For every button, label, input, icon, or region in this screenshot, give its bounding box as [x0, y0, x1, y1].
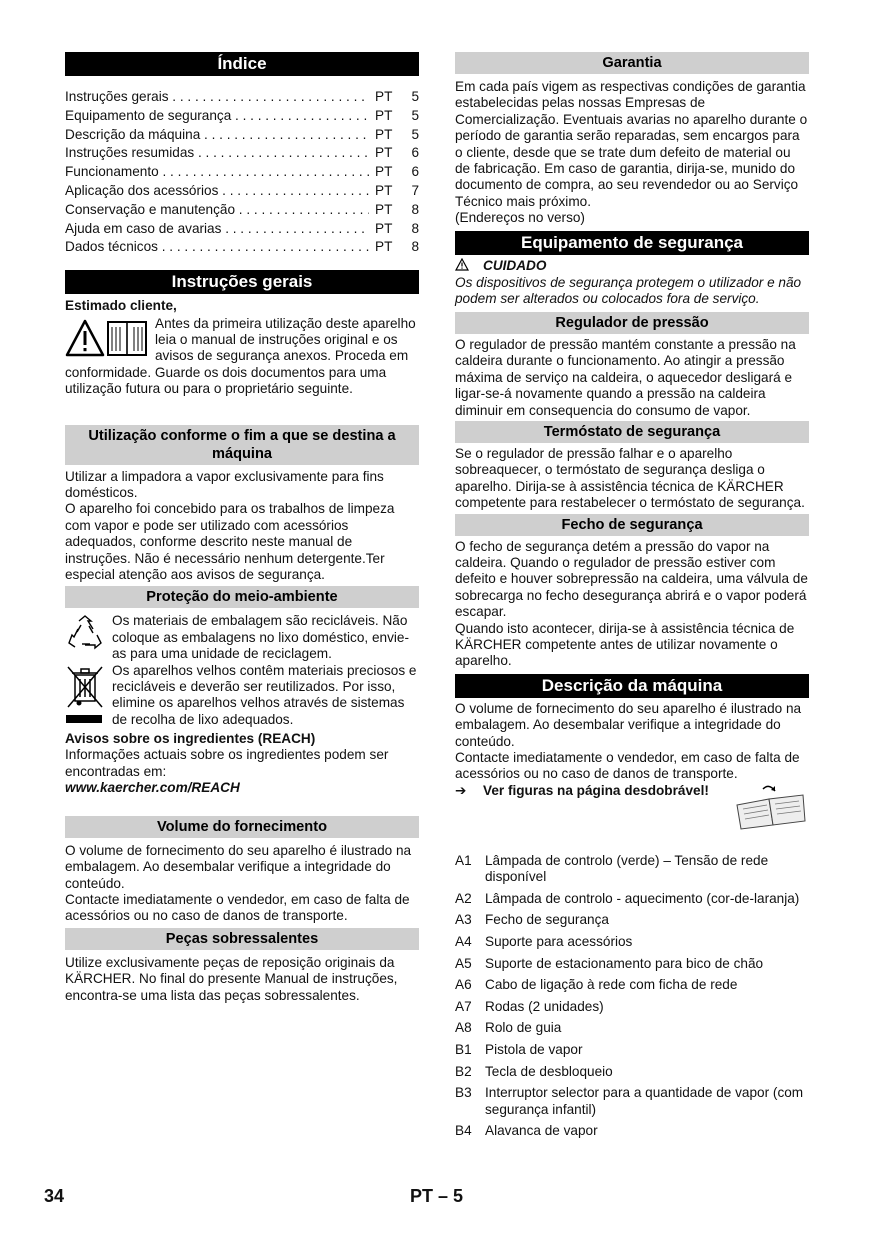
toc-entry[interactable]: Funcionamento . . . PT 6: [65, 163, 419, 182]
page-number: 34: [44, 1186, 65, 1206]
list-item: A8 Rolo de guia: [455, 1020, 562, 1036]
general-intro-block: [65, 316, 419, 398]
caution-row: [455, 258, 809, 275]
recycle-icon: [65, 613, 105, 653]
caution-icon: [455, 258, 483, 275]
thermostat-heading: Termóstato de segurança: [455, 421, 809, 443]
safety-heading: Equipamento de segurança: [455, 231, 809, 255]
toc-entry[interactable]: Dados técnicos . . . PT 8: [65, 238, 419, 257]
see-figures-text: Ver figuras na página desdobrável!: [483, 782, 709, 798]
toc-entry[interactable]: Ajuda em caso de avarias . . . PT 8: [65, 220, 419, 239]
see-figures-row: [455, 783, 809, 847]
caution-text: Os dispositivos de segurança protegem o utilizador e não podem ser alterados ou colocados fora de serviço.: [455, 275, 802, 307]
list-item: B2 Tecla de desbloqueio: [455, 1063, 613, 1079]
weee-icon-wrap: [65, 663, 112, 731]
left-column: [65, 52, 419, 1004]
weee-block: [65, 663, 419, 731]
parts-list-a: [455, 853, 809, 1037]
general-heading: Instruções gerais: [65, 270, 419, 294]
arrow-right-icon: ➔: [455, 782, 467, 798]
table-of-contents: [65, 88, 419, 257]
recycle-icon-wrap: [65, 613, 112, 662]
intended-use-heading: Utilização conforme o fim a que se destina a máquina: [65, 425, 419, 465]
toc-entry[interactable]: Aplicação dos acessórios . . . PT 7: [65, 182, 419, 201]
lock-heading: Fecho de segurança: [455, 514, 809, 536]
lock-p1: O fecho de segurança detém a pressão do vapor na caldeira. Quando o regulador de pressão estiver com defeito e houver sobrepressão na caldeira, uma válvula de sobrecarga no fecho desegurança abrirá e o vapor poderá escapar.: [455, 538, 808, 620]
regulator-heading: Regulador de pressão: [455, 312, 809, 334]
reach-heading: Avisos sobre os ingredientes (REACH): [65, 731, 316, 747]
right-column: [455, 52, 809, 1145]
reach-text: Informações actuais sobre os ingredientes podem ser encontradas em:: [65, 747, 389, 779]
warranty-address: (Endereços no verso): [455, 210, 585, 226]
environment-heading: Proteção do meio-ambiente: [65, 586, 419, 608]
recycle-block: [65, 613, 419, 662]
lock-p2: Quando isto acontecer, dirija-se à assistência técnica de KÄRCHER competente antes de utilizar novamente o aparelho.: [455, 620, 795, 669]
warranty-heading: Garantia: [455, 52, 809, 74]
list-item: B3 Interruptor selector para a quantidade de vapor (com segurança infantil): [455, 1085, 804, 1117]
toc-entry[interactable]: Descrição da máquina . . . PT 5: [65, 126, 419, 145]
list-item: A5 Suporte de estacionamento para bico de chão: [455, 955, 764, 971]
caution-label: CUIDADO: [483, 257, 547, 273]
toc-entry[interactable]: Instruções gerais . . . PT 5: [65, 88, 419, 107]
list-item: A6 Cabo de ligação à rede com ficha de rede: [455, 977, 738, 993]
list-item: A1 Lâmpada de controlo (verde) – Tensão de rede disponível: [455, 852, 769, 885]
intended-use-p2: O aparelho foi concebido para os trabalhos de limpeza com vapor e pode ser utilizado com acessórios adequados, conforme descrito neste manual de instruções. Não é necessário nenhum detergente.Ter especial atenção aos avisos de segurança.: [65, 501, 395, 583]
list-item: B1 Pistola de vapor: [455, 1041, 583, 1057]
spare-parts-heading: Peças sobressalentes: [65, 928, 419, 950]
page-code: PT – 5: [410, 1186, 464, 1206]
delivery-p2: Contacte imediatamente o vendedor, em caso de falta de acessórios ou no caso de danos de transporte.: [65, 891, 410, 924]
list-item: B4 Alavanca de vapor: [455, 1123, 598, 1139]
crossed-bin-icon: [65, 663, 105, 727]
spare-parts-text: Utilize exclusivamente peças de reposição originais da KÄRCHER. No final do presente Manual de instruções, encontra-se uma lista das peças sobressalentes.: [65, 954, 398, 1003]
delivery-heading: Volume do fornecimento: [65, 816, 419, 838]
list-item: A4 Suporte para acessórios: [455, 934, 633, 949]
general-intro-text: Antes da primeira utilização deste aparelho leia o manual de instruções original e os avisos de segurança anexos. Proceda em conformidade. Guarde os dois documentos para uma utilização futura ou para o proprietário seguinte.: [65, 315, 416, 397]
warning-manual-icon: [65, 318, 149, 358]
machine-p2: Contacte imediatamente o vendedor, em caso de falta de acessórios ou no caso de danos de transporte.: [455, 750, 800, 782]
list-item: A7 Rodas (2 unidades): [455, 998, 604, 1014]
delivery-p1: O volume de fornecimento do seu aparelho é ilustrado na embalagem. Ao desembalar verifique a integridade do conteúdo.: [65, 842, 412, 891]
warranty-text: Em cada país vigem as respectivas condições de garantia estabelecidas pelas nossas Empresas de Comercialização. Eventuais avarias no aparelho durante o período de garantia serão reparadas, sem encargos para o cliente, desde que se trate dum defeito de material ou de fabricação. Em caso de garantia, dirija-se, munido do documento de compra, ao seu revendedor ou ao Serviço Técnico mais próximo.: [455, 79, 808, 209]
weee-text: Os aparelhos velhos contêm materiais preciosos e recicláveis e deverão ser reutilizados. Por isso, elimine os aparelhos velhos através de sistemas de recolha de lixo adequados.: [112, 662, 417, 727]
greeting: Estimado cliente,: [65, 298, 177, 314]
parts-list-b: [455, 1042, 809, 1140]
machine-heading: Descrição da máquina: [455, 674, 809, 698]
list-item: A3 Fecho de segurança: [455, 912, 609, 928]
regulator-text: O regulador de pressão mantém constante a pressão na caldeira durante o funcionamento. Ao atingir a pressão máxima de serviço na caldeira, o aquecedor desligará e ligar-se-á novamente quando a pressão na caldeira diminuir em consequencia do consumo de vapor.: [455, 336, 796, 418]
thermostat-text: Se o regulador de pressão falhar e o aparelho sobreaquecer, o termóstato de segurança desliga o aparelho. Dirija-se à assistência técnica de KÄRCHER competente para restabelecer o termóstato de segurança.: [455, 445, 805, 511]
toc-entry[interactable]: Instruções resumidas . . . PT 6: [65, 144, 419, 163]
foldout-manual-icon: [733, 783, 809, 831]
intended-use-p1: Utilizar a limpadora a vapor exclusivamente para fins domésticos.: [65, 468, 384, 501]
machine-p1: O volume de fornecimento do seu aparelho é ilustrado na embalagem. Ao desembalar verifique a integridade do conteúdo.: [455, 700, 802, 749]
reach-link[interactable]: www.kaercher.com/REACH: [65, 780, 240, 796]
toc-heading: Índice: [65, 52, 419, 76]
toc-entry[interactable]: Conservação e manutenção . . . PT 8: [65, 201, 419, 220]
toc-entry[interactable]: Equipamento de segurança . . . PT 5: [65, 107, 419, 126]
recycle-text: Os materiais de embalagem são recicláveis. Não coloque as embalagens no lixo doméstico, envie-as para uma unidade de reciclagem.: [112, 613, 409, 662]
list-item: A2 Lâmpada de controlo - aquecimento (cor-de-laranja): [455, 890, 800, 906]
